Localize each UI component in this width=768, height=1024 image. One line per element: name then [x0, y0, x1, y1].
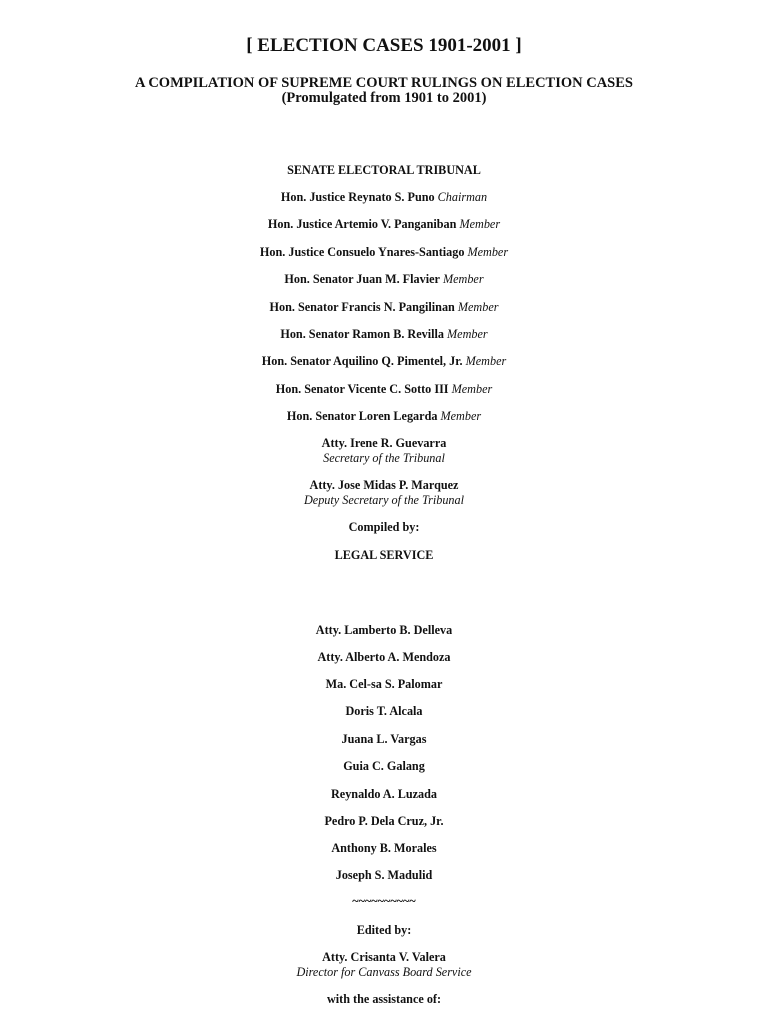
member-role: Member — [447, 327, 488, 341]
member-line — [0, 300, 768, 315]
member-role: Member — [459, 217, 501, 231]
member-name: Hon. Senator Aquilino Q. Pimentel, Jr. — [261, 354, 463, 368]
deputy-secretary-name: Atty. Jose Midas P. Marquez — [309, 478, 459, 492]
member-name: Hon. Senator Loren Legarda — [286, 409, 438, 423]
compiler-name: Reynaldo A. Luzada — [331, 787, 437, 801]
member-role: Member — [457, 300, 499, 314]
compiler-name: Juana L. Vargas — [341, 732, 427, 746]
deputy-secretary-title: Deputy Secretary of the Tribunal — [304, 493, 464, 507]
member-role: Member — [440, 409, 482, 423]
separator: ~~~~~~~~~~ — [352, 894, 416, 908]
member-line — [0, 382, 768, 397]
member-name: Hon. Senator Juan M. Flavier — [284, 272, 440, 286]
assistance-label: with the assistance of: — [326, 992, 442, 1006]
member-name: Hon. Justice Artemio V. Panganiban — [267, 217, 457, 231]
member-role: Member — [467, 245, 509, 259]
compiler-name: Atty. Alberto A. Mendoza — [317, 650, 451, 664]
editor-name: Atty. Crisanta V. Valera — [322, 950, 446, 964]
subtitle-line-1: A COMPILATION OF SUPREME COURT RULINGS ON ELECTION CASES — [135, 75, 633, 91]
edited-by-label: Edited by: — [356, 923, 412, 937]
member-name: Hon. Justice Consuelo Ynares-Santiago — [259, 245, 465, 259]
editor-title: Director for Canvass Board Service — [296, 965, 472, 979]
tribunal-heading: SENATE ELECTORAL TRIBUNAL — [287, 163, 481, 177]
compiler-name: Ma. Cel-sa S. Palomar — [325, 677, 443, 691]
member-line — [0, 327, 768, 342]
compiler-name: Joseph S. Madulid — [335, 868, 433, 882]
member-name: Hon. Justice Reynato S. Puno — [280, 190, 435, 204]
compiler-name: Guia C. Galang — [343, 759, 425, 773]
compiler-name: Pedro P. Dela Cruz, Jr. — [324, 814, 444, 828]
member-name: Hon. Senator Vicente C. Sotto III — [275, 382, 449, 396]
member-role: Member — [442, 272, 484, 286]
member-name: Hon. Senator Ramon B. Revilla — [280, 327, 444, 341]
document-title: [ ELECTION CASES 1901-2001 ] — [246, 35, 522, 56]
secretary-title: Secretary of the Tribunal — [323, 451, 445, 465]
member-role: Chairman — [437, 190, 488, 204]
member-line — [0, 409, 768, 424]
subtitle-line-2: (Promulgated from 1901 to 2001) — [281, 90, 487, 106]
member-line — [0, 190, 768, 205]
member-role: Member — [465, 354, 507, 368]
document-subtitle — [0, 76, 768, 106]
compiled-by-label: Compiled by: — [348, 520, 420, 534]
member-line — [0, 272, 768, 287]
member-role: Member — [451, 382, 493, 396]
member-line — [0, 217, 768, 232]
member-line — [0, 245, 768, 260]
compiler-name: Atty. Lamberto B. Delleva — [315, 623, 453, 637]
member-name: Hon. Senator Francis N. Pangilinan — [269, 300, 455, 314]
compiler-name: Doris T. Alcala — [345, 704, 423, 718]
secretary-name: Atty. Irene R. Guevarra — [321, 436, 447, 450]
compiler-name: Anthony B. Morales — [331, 841, 437, 855]
member-line — [0, 354, 768, 369]
compiled-by-office: LEGAL SERVICE — [334, 548, 434, 562]
